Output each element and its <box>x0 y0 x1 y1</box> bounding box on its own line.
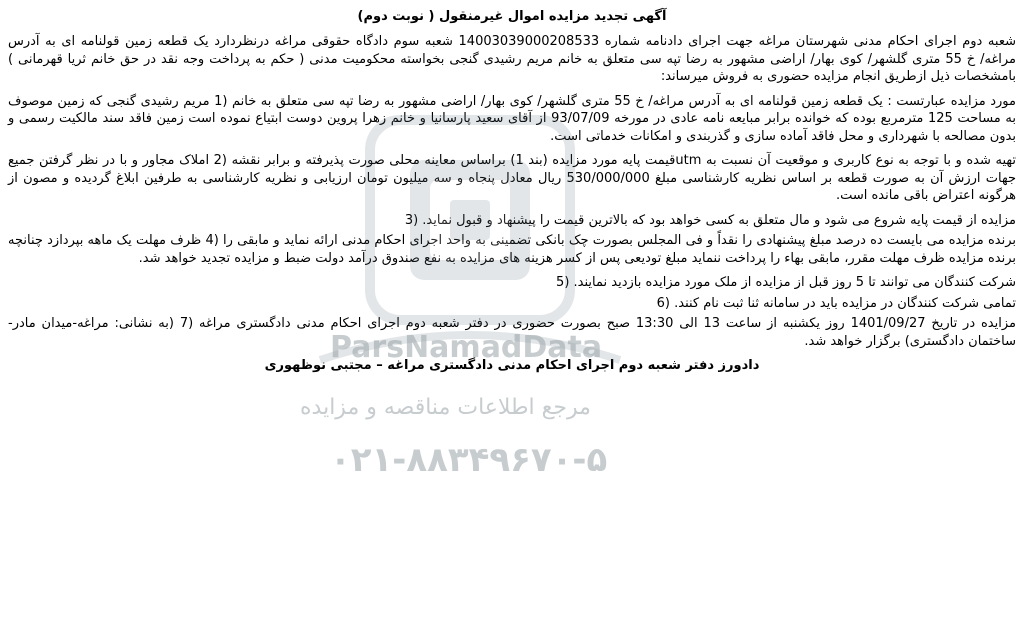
item-6-paragraph: تمامی شرکت کنندگان در مزایده باید در سامانه ثنا ثبت نام کنند. (6 <box>656 295 1016 311</box>
item-4-paragraph: برنده مزایده می بایست ده درصد مبلغ پیشنهادی را نقداً و فی المجلس بصورت چک بانکی تضمینی به واحد اجرای احکام مدنی ارائه نماید و مابقی را (4 ظرف مهلت یک ماهه بپردازد چنانچه برنده مزایده ظرف مهلت مقرر، مابقی بهاء را پرداخت ننماید مبلغ تودیعی پس از کسر هزینه های مزایده به نفع صندوق درآمد دولت ضبط و مزایده تجدید خواهد شد. <box>8 233 1016 266</box>
item-1-paragraph: مورد مزایده عبارتست : یک قطعه زمین قولنامه ای به آدرس مراغه/ خ 55 متری گلشهر/ کوی بهار/ اراضی مشهور به رضا تپه سی متعلق به خانم (1 مریم رشیدی گنجی که زمین موصوف به مساحت 125 مترمربع بوده که خوانده برابر مبایعه نامه عادی در مورخه 93/07/09 از آقای سعید پارسانیا و خانم زهرا پروین دوست ابتیاع نموده است زمین فاقد سند مالکیت رسمی و بدون مصالحه با شهرداری و محل فاقد آماده سازی و گذربندی و امکانات خدماتی است. <box>8 93 1016 144</box>
item-7-paragraph: مزایده در تاریخ 1401/09/27 روز یکشنبه از ساعت 13 الی 13:30 صبح بصورت حضوری در دفتر شعبه دوم اجرای احکام مدنی دادگستری مراغه (7 (به نشانی: مراغه-میدان مادر-ساختمان دادگستری) برگزار خواهد شد. <box>8 316 1016 349</box>
item-5-paragraph: شرکت کنندگان می توانند تا 5 روز قبل از مزایده از ملک مورد مزایده بازدید نمایند. (5 <box>556 275 1016 290</box>
item-3-paragraph: مزایده از قیمت پایه شروع می شود و مال متعلق به کسی خواهد بود که بالاترین قیمت را پیشنهاد و قبول نماید. (3 <box>404 212 1016 228</box>
watermark-subtitle: مرجع اطلاعات مناقصه و مزایده <box>300 395 591 420</box>
item-2-paragraph: تهیه شده و با توجه به نوع کاربری و موقعیت آن نسبت به utmقیمت پایه مورد مزایده (بند 1) براساس معاینه محلی صورت پذیرفته و برابر نقشه (2 املاک مجاور و با در نظر گرفتن جمیع جهات ارزش آن به صورت قطعه بر اساس نظریه کارشناسی مبلغ 530/000/000 ریال معادل پنجاه و سه میلیون تومان ارزیابی و نظریه کارشناسی به طرفین ابلاغ گردیده و مصون از هرگونه اعتراض باقی مانده است. <box>8 153 1016 203</box>
notice-title: آگهی تجدید مزایده اموال غیرمنقول ( نوبت دوم) <box>357 9 667 24</box>
watermark-phone: ۰۲۱-۸۸۳۴۹۶۷۰-۵ <box>330 440 608 480</box>
signature-line: دادورز دفتر شعبه دوم اجرای احکام مدنی دادگستری مراغه – مجتبی نوظهوری <box>264 358 760 373</box>
intro-paragraph: شعبه دوم اجرای احکام مدنی شهرستان مراغه جهت اجرای دادنامه شماره 14003039000208533 شعبه سوم دادگاه حقوقی مراغه درنظردارد یک قطعه زمین قولنامه ای به آدرس مراغه/ خ 55 متری گلشهر/ کوی بهار/ اراضی مشهور به رضا تپه سی متعلق به خانم مریم رشیدی گنجی بخواسته محکومیت مدنی ( حکم به پرداخت وجه نقد در حق خانم ثریا قهرمانی ) بامشخصات ذیل ازطریق انجام مزایده حضوری به فروش میرساند: <box>8 34 1016 84</box>
watermark-brand: ParsNamadData <box>330 330 603 365</box>
